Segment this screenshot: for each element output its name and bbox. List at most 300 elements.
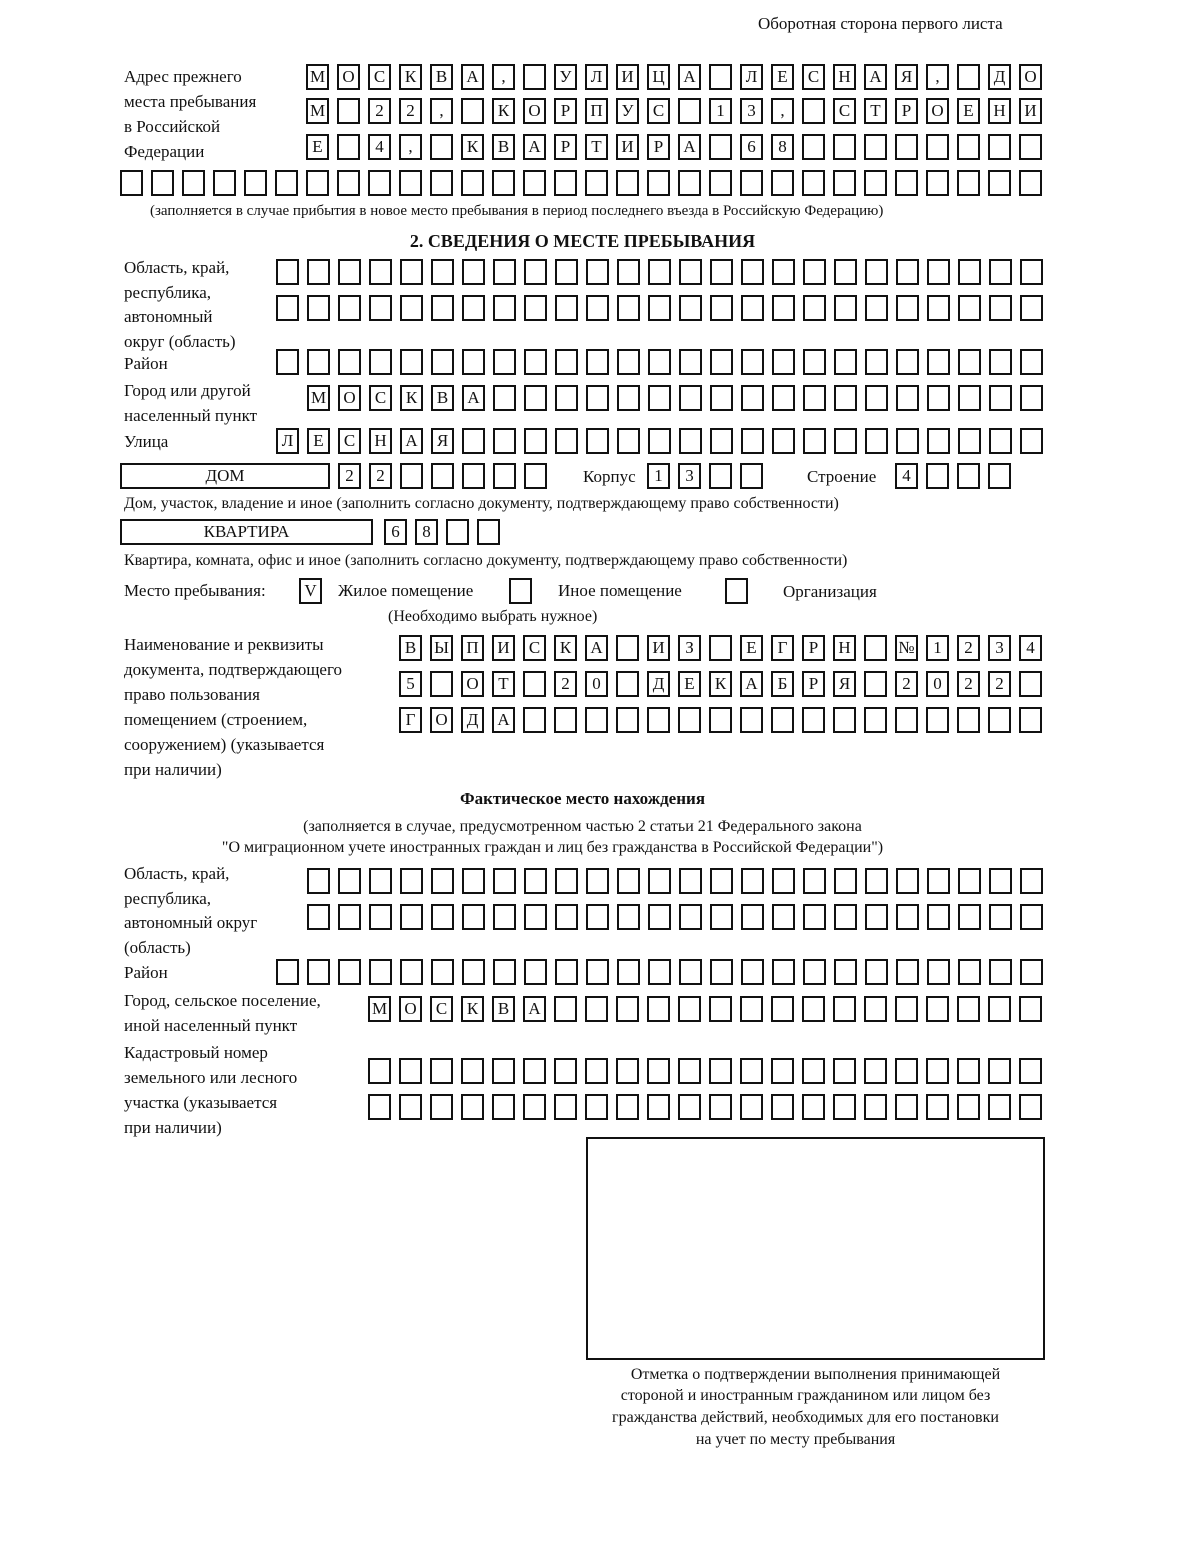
char-cell[interactable] xyxy=(710,428,733,454)
char-cell[interactable]: К xyxy=(709,671,732,697)
char-cell[interactable] xyxy=(1020,295,1043,321)
char-cell[interactable] xyxy=(337,170,360,196)
char-cell[interactable] xyxy=(461,170,484,196)
char-cell[interactable] xyxy=(989,868,1012,894)
actual-city-row[interactable] xyxy=(368,996,1042,1022)
char-cell[interactable]: Г xyxy=(771,635,794,661)
char-cell[interactable] xyxy=(524,959,547,985)
char-cell[interactable] xyxy=(709,463,732,489)
char-cell[interactable] xyxy=(648,385,671,411)
char-cell[interactable]: Л xyxy=(276,428,299,454)
prev-address-row-4[interactable] xyxy=(120,170,1042,196)
char-cell[interactable] xyxy=(616,170,639,196)
char-cell[interactable] xyxy=(586,385,609,411)
char-cell[interactable] xyxy=(647,1058,670,1084)
char-cell[interactable] xyxy=(492,170,515,196)
char-cell[interactable]: А xyxy=(492,707,515,733)
char-cell[interactable]: 3 xyxy=(988,635,1011,661)
cadastral-row-2[interactable] xyxy=(368,1094,1042,1120)
char-cell[interactable]: И xyxy=(492,635,515,661)
char-cell[interactable] xyxy=(462,463,485,489)
char-cell[interactable] xyxy=(555,904,578,930)
char-cell[interactable] xyxy=(927,259,950,285)
char-cell[interactable] xyxy=(461,1058,484,1084)
char-cell[interactable]: 1 xyxy=(926,635,949,661)
char-cell[interactable] xyxy=(616,707,639,733)
char-cell[interactable] xyxy=(244,170,267,196)
char-cell[interactable] xyxy=(988,707,1011,733)
char-cell[interactable]: , xyxy=(771,98,794,124)
char-cell[interactable] xyxy=(1019,134,1042,160)
char-cell[interactable] xyxy=(679,295,702,321)
char-cell[interactable] xyxy=(431,904,454,930)
char-cell[interactable] xyxy=(957,463,980,489)
char-cell[interactable] xyxy=(431,349,454,375)
char-cell[interactable] xyxy=(524,428,547,454)
char-cell[interactable] xyxy=(586,904,609,930)
char-cell[interactable] xyxy=(585,170,608,196)
region-row-2[interactable] xyxy=(276,295,1043,321)
char-cell[interactable] xyxy=(493,868,516,894)
char-cell[interactable] xyxy=(338,868,361,894)
char-cell[interactable] xyxy=(647,170,670,196)
char-cell[interactable]: Р xyxy=(647,134,670,160)
char-cell[interactable] xyxy=(896,259,919,285)
char-cell[interactable]: Н xyxy=(833,635,856,661)
char-cell[interactable]: О xyxy=(337,64,360,90)
char-cell[interactable] xyxy=(709,170,732,196)
char-cell[interactable] xyxy=(741,259,764,285)
char-cell[interactable] xyxy=(307,959,330,985)
char-cell[interactable] xyxy=(926,463,949,489)
char-cell[interactable] xyxy=(647,996,670,1022)
char-cell[interactable]: М xyxy=(306,98,329,124)
char-cell[interactable] xyxy=(524,385,547,411)
char-cell[interactable] xyxy=(927,428,950,454)
char-cell[interactable] xyxy=(555,868,578,894)
char-cell[interactable]: П xyxy=(585,98,608,124)
char-cell[interactable] xyxy=(896,349,919,375)
char-cell[interactable] xyxy=(989,904,1012,930)
char-cell[interactable] xyxy=(586,959,609,985)
char-cell[interactable] xyxy=(446,519,469,545)
char-cell[interactable]: С xyxy=(368,64,391,90)
char-cell[interactable] xyxy=(554,707,577,733)
char-cell[interactable] xyxy=(834,428,857,454)
char-cell[interactable] xyxy=(710,259,733,285)
char-cell[interactable] xyxy=(710,904,733,930)
char-cell[interactable] xyxy=(462,959,485,985)
char-cell[interactable]: 3 xyxy=(740,98,763,124)
char-cell[interactable] xyxy=(431,868,454,894)
char-cell[interactable] xyxy=(524,904,547,930)
char-cell[interactable]: И xyxy=(616,64,639,90)
char-cell[interactable]: Е xyxy=(740,635,763,661)
char-cell[interactable]: 6 xyxy=(384,519,407,545)
char-cell[interactable] xyxy=(679,385,702,411)
char-cell[interactable]: И xyxy=(647,635,670,661)
char-cell[interactable] xyxy=(864,996,887,1022)
char-cell[interactable] xyxy=(927,868,950,894)
char-cell[interactable] xyxy=(338,959,361,985)
char-cell[interactable] xyxy=(555,349,578,375)
char-cell[interactable] xyxy=(988,463,1011,489)
char-cell[interactable] xyxy=(151,170,174,196)
char-cell[interactable] xyxy=(864,170,887,196)
char-cell[interactable] xyxy=(1019,996,1042,1022)
char-cell[interactable] xyxy=(616,1094,639,1120)
char-cell[interactable] xyxy=(276,959,299,985)
char-cell[interactable]: Н xyxy=(833,64,856,90)
cadastral-row-1[interactable] xyxy=(368,1058,1042,1084)
char-cell[interactable]: А xyxy=(740,671,763,697)
char-cell[interactable] xyxy=(182,170,205,196)
char-cell[interactable] xyxy=(368,1094,391,1120)
char-cell[interactable] xyxy=(864,1058,887,1084)
char-cell[interactable] xyxy=(771,1058,794,1084)
char-cell[interactable] xyxy=(833,707,856,733)
char-cell[interactable] xyxy=(803,428,826,454)
char-cell[interactable] xyxy=(958,904,981,930)
char-cell[interactable] xyxy=(740,1058,763,1084)
char-cell[interactable] xyxy=(586,295,609,321)
char-cell[interactable] xyxy=(493,959,516,985)
char-cell[interactable]: О xyxy=(523,98,546,124)
char-cell[interactable] xyxy=(492,1094,515,1120)
char-cell[interactable]: 8 xyxy=(415,519,438,545)
char-cell[interactable] xyxy=(895,707,918,733)
char-cell[interactable] xyxy=(399,1094,422,1120)
char-cell[interactable] xyxy=(958,259,981,285)
char-cell[interactable]: Д xyxy=(647,671,670,697)
char-cell[interactable] xyxy=(1019,707,1042,733)
char-cell[interactable]: 8 xyxy=(771,134,794,160)
char-cell[interactable] xyxy=(709,1058,732,1084)
char-cell[interactable] xyxy=(803,868,826,894)
char-cell[interactable] xyxy=(400,904,423,930)
char-cell[interactable] xyxy=(678,707,701,733)
char-cell[interactable] xyxy=(803,959,826,985)
char-cell[interactable] xyxy=(586,868,609,894)
char-cell[interactable] xyxy=(740,1094,763,1120)
char-cell[interactable] xyxy=(337,134,360,160)
char-cell[interactable] xyxy=(1020,349,1043,375)
char-cell[interactable] xyxy=(555,959,578,985)
char-cell[interactable] xyxy=(120,170,143,196)
char-cell[interactable]: М xyxy=(368,996,391,1022)
char-cell[interactable] xyxy=(616,635,639,661)
char-cell[interactable] xyxy=(616,1058,639,1084)
char-cell[interactable] xyxy=(307,295,330,321)
char-cell[interactable] xyxy=(275,170,298,196)
char-cell[interactable] xyxy=(741,959,764,985)
char-cell[interactable] xyxy=(647,707,670,733)
char-cell[interactable] xyxy=(369,959,392,985)
char-cell[interactable] xyxy=(709,707,732,733)
char-cell[interactable]: 4 xyxy=(1019,635,1042,661)
char-cell[interactable]: Л xyxy=(740,64,763,90)
char-cell[interactable]: О xyxy=(926,98,949,124)
char-cell[interactable] xyxy=(771,996,794,1022)
char-cell[interactable]: Д xyxy=(988,64,1011,90)
char-cell[interactable]: , xyxy=(492,64,515,90)
char-cell[interactable] xyxy=(648,349,671,375)
char-cell[interactable] xyxy=(617,295,640,321)
char-cell[interactable] xyxy=(524,349,547,375)
char-cell[interactable] xyxy=(477,519,500,545)
char-cell[interactable]: А xyxy=(678,64,701,90)
char-cell[interactable] xyxy=(493,904,516,930)
char-cell[interactable] xyxy=(431,259,454,285)
char-cell[interactable] xyxy=(958,868,981,894)
char-cell[interactable] xyxy=(834,868,857,894)
char-cell[interactable] xyxy=(802,1094,825,1120)
char-cell[interactable]: С xyxy=(430,996,453,1022)
char-cell[interactable]: В xyxy=(430,64,453,90)
char-cell[interactable] xyxy=(772,904,795,930)
char-cell[interactable] xyxy=(369,904,392,930)
char-cell[interactable] xyxy=(802,98,825,124)
char-cell[interactable] xyxy=(802,170,825,196)
char-cell[interactable] xyxy=(461,1094,484,1120)
char-cell[interactable] xyxy=(710,295,733,321)
char-cell[interactable] xyxy=(926,996,949,1022)
char-cell[interactable] xyxy=(741,349,764,375)
char-cell[interactable] xyxy=(957,64,980,90)
char-cell[interactable] xyxy=(988,996,1011,1022)
char-cell[interactable]: А xyxy=(678,134,701,160)
char-cell[interactable]: 4 xyxy=(895,463,918,489)
char-cell[interactable] xyxy=(957,1094,980,1120)
char-cell[interactable]: 0 xyxy=(585,671,608,697)
char-cell[interactable] xyxy=(741,868,764,894)
char-cell[interactable] xyxy=(895,134,918,160)
char-cell[interactable] xyxy=(431,463,454,489)
char-cell[interactable]: Р xyxy=(802,671,825,697)
char-cell[interactable] xyxy=(431,959,454,985)
char-cell[interactable] xyxy=(927,295,950,321)
stroenie-row[interactable] xyxy=(895,463,1011,489)
char-cell[interactable] xyxy=(865,259,888,285)
doc-row-2[interactable] xyxy=(399,671,1042,697)
char-cell[interactable] xyxy=(896,428,919,454)
char-cell[interactable]: Г xyxy=(399,707,422,733)
char-cell[interactable]: В xyxy=(492,996,515,1022)
char-cell[interactable] xyxy=(369,259,392,285)
char-cell[interactable] xyxy=(678,1058,701,1084)
char-cell[interactable]: , xyxy=(399,134,422,160)
char-cell[interactable]: Д xyxy=(461,707,484,733)
prev-address-row-1[interactable] xyxy=(306,64,1042,90)
char-cell[interactable] xyxy=(678,996,701,1022)
char-cell[interactable] xyxy=(989,349,1012,375)
char-cell[interactable] xyxy=(400,868,423,894)
char-cell[interactable]: С xyxy=(647,98,670,124)
char-cell[interactable]: 2 xyxy=(368,98,391,124)
char-cell[interactable] xyxy=(957,170,980,196)
char-cell[interactable] xyxy=(864,707,887,733)
char-cell[interactable] xyxy=(586,349,609,375)
char-cell[interactable] xyxy=(493,259,516,285)
char-cell[interactable] xyxy=(1020,259,1043,285)
char-cell[interactable] xyxy=(678,170,701,196)
char-cell[interactable] xyxy=(493,349,516,375)
char-cell[interactable]: Р xyxy=(554,98,577,124)
char-cell[interactable] xyxy=(958,295,981,321)
char-cell[interactable] xyxy=(803,295,826,321)
char-cell[interactable] xyxy=(338,349,361,375)
char-cell[interactable]: 2 xyxy=(957,635,980,661)
char-cell[interactable]: 3 xyxy=(678,463,701,489)
char-cell[interactable] xyxy=(369,868,392,894)
char-cell[interactable] xyxy=(864,134,887,160)
char-cell[interactable] xyxy=(648,428,671,454)
char-cell[interactable] xyxy=(555,428,578,454)
char-cell[interactable] xyxy=(709,635,732,661)
char-cell[interactable] xyxy=(834,959,857,985)
char-cell[interactable] xyxy=(803,385,826,411)
char-cell[interactable] xyxy=(958,349,981,375)
opt-living-checkbox[interactable]: V xyxy=(299,578,322,604)
char-cell[interactable] xyxy=(926,134,949,160)
char-cell[interactable] xyxy=(772,295,795,321)
char-cell[interactable]: А xyxy=(400,428,423,454)
char-cell[interactable] xyxy=(555,295,578,321)
char-cell[interactable] xyxy=(740,170,763,196)
char-cell[interactable] xyxy=(276,259,299,285)
char-cell[interactable] xyxy=(865,349,888,375)
char-cell[interactable] xyxy=(709,996,732,1022)
char-cell[interactable]: 2 xyxy=(338,463,361,489)
char-cell[interactable] xyxy=(554,170,577,196)
char-cell[interactable] xyxy=(462,295,485,321)
char-cell[interactable] xyxy=(958,959,981,985)
char-cell[interactable] xyxy=(865,959,888,985)
char-cell[interactable]: С xyxy=(369,385,392,411)
char-cell[interactable] xyxy=(647,1094,670,1120)
char-cell[interactable]: Р xyxy=(802,635,825,661)
char-cell[interactable] xyxy=(493,295,516,321)
char-cell[interactable] xyxy=(957,996,980,1022)
char-cell[interactable] xyxy=(555,385,578,411)
char-cell[interactable] xyxy=(895,1058,918,1084)
char-cell[interactable] xyxy=(307,349,330,375)
char-cell[interactable]: В xyxy=(399,635,422,661)
char-cell[interactable] xyxy=(1019,671,1042,697)
char-cell[interactable]: 2 xyxy=(554,671,577,697)
char-cell[interactable] xyxy=(678,1094,701,1120)
actual-district-row[interactable] xyxy=(276,959,1043,985)
char-cell[interactable] xyxy=(431,295,454,321)
district-row[interactable] xyxy=(276,349,1043,375)
char-cell[interactable] xyxy=(400,463,423,489)
char-cell[interactable] xyxy=(772,868,795,894)
char-cell[interactable] xyxy=(679,904,702,930)
char-cell[interactable] xyxy=(772,959,795,985)
char-cell[interactable] xyxy=(772,349,795,375)
char-cell[interactable] xyxy=(926,1094,949,1120)
char-cell[interactable] xyxy=(678,98,701,124)
prev-address-row-3[interactable] xyxy=(306,134,1042,160)
char-cell[interactable] xyxy=(493,463,516,489)
char-cell[interactable] xyxy=(492,1058,515,1084)
char-cell[interactable] xyxy=(1019,170,1042,196)
char-cell[interactable] xyxy=(803,259,826,285)
char-cell[interactable] xyxy=(833,1094,856,1120)
char-cell[interactable] xyxy=(400,959,423,985)
char-cell[interactable] xyxy=(988,1094,1011,1120)
char-cell[interactable] xyxy=(648,295,671,321)
char-cell[interactable] xyxy=(988,134,1011,160)
char-cell[interactable]: А xyxy=(462,385,485,411)
char-cell[interactable] xyxy=(585,1094,608,1120)
char-cell[interactable] xyxy=(307,868,330,894)
city-row[interactable] xyxy=(307,385,1043,411)
char-cell[interactable] xyxy=(741,428,764,454)
char-cell[interactable] xyxy=(864,671,887,697)
char-cell[interactable] xyxy=(493,428,516,454)
char-cell[interactable] xyxy=(1020,868,1043,894)
char-cell[interactable] xyxy=(461,98,484,124)
char-cell[interactable]: 2 xyxy=(957,671,980,697)
char-cell[interactable] xyxy=(586,428,609,454)
char-cell[interactable]: Р xyxy=(554,134,577,160)
doc-row-3[interactable] xyxy=(399,707,1042,733)
char-cell[interactable] xyxy=(741,295,764,321)
char-cell[interactable]: С xyxy=(802,64,825,90)
char-cell[interactable] xyxy=(802,707,825,733)
doc-row-1[interactable] xyxy=(399,635,1042,661)
char-cell[interactable] xyxy=(399,1058,422,1084)
char-cell[interactable]: Е xyxy=(307,428,330,454)
char-cell[interactable] xyxy=(523,1058,546,1084)
char-cell[interactable] xyxy=(896,385,919,411)
char-cell[interactable]: У xyxy=(616,98,639,124)
char-cell[interactable] xyxy=(679,959,702,985)
char-cell[interactable] xyxy=(740,996,763,1022)
char-cell[interactable] xyxy=(865,868,888,894)
char-cell[interactable] xyxy=(896,868,919,894)
apt-type-field[interactable]: КВАРТИРА xyxy=(120,519,373,545)
char-cell[interactable]: В xyxy=(431,385,454,411)
char-cell[interactable]: О xyxy=(430,707,453,733)
char-cell[interactable] xyxy=(523,170,546,196)
char-cell[interactable] xyxy=(988,1058,1011,1084)
char-cell[interactable] xyxy=(430,1058,453,1084)
char-cell[interactable] xyxy=(927,385,950,411)
char-cell[interactable]: 4 xyxy=(368,134,391,160)
char-cell[interactable] xyxy=(989,959,1012,985)
char-cell[interactable] xyxy=(1020,385,1043,411)
char-cell[interactable] xyxy=(307,259,330,285)
char-cell[interactable] xyxy=(369,295,392,321)
char-cell[interactable]: М xyxy=(306,64,329,90)
street-row[interactable] xyxy=(276,428,1043,454)
char-cell[interactable] xyxy=(864,635,887,661)
char-cell[interactable] xyxy=(462,428,485,454)
char-cell[interactable] xyxy=(462,904,485,930)
char-cell[interactable]: О xyxy=(399,996,422,1022)
char-cell[interactable] xyxy=(833,134,856,160)
char-cell[interactable] xyxy=(400,295,423,321)
char-cell[interactable] xyxy=(740,463,763,489)
char-cell[interactable] xyxy=(648,868,671,894)
char-cell[interactable]: З xyxy=(678,635,701,661)
char-cell[interactable]: Н xyxy=(369,428,392,454)
char-cell[interactable]: К xyxy=(399,64,422,90)
char-cell[interactable]: 6 xyxy=(740,134,763,160)
char-cell[interactable] xyxy=(617,959,640,985)
